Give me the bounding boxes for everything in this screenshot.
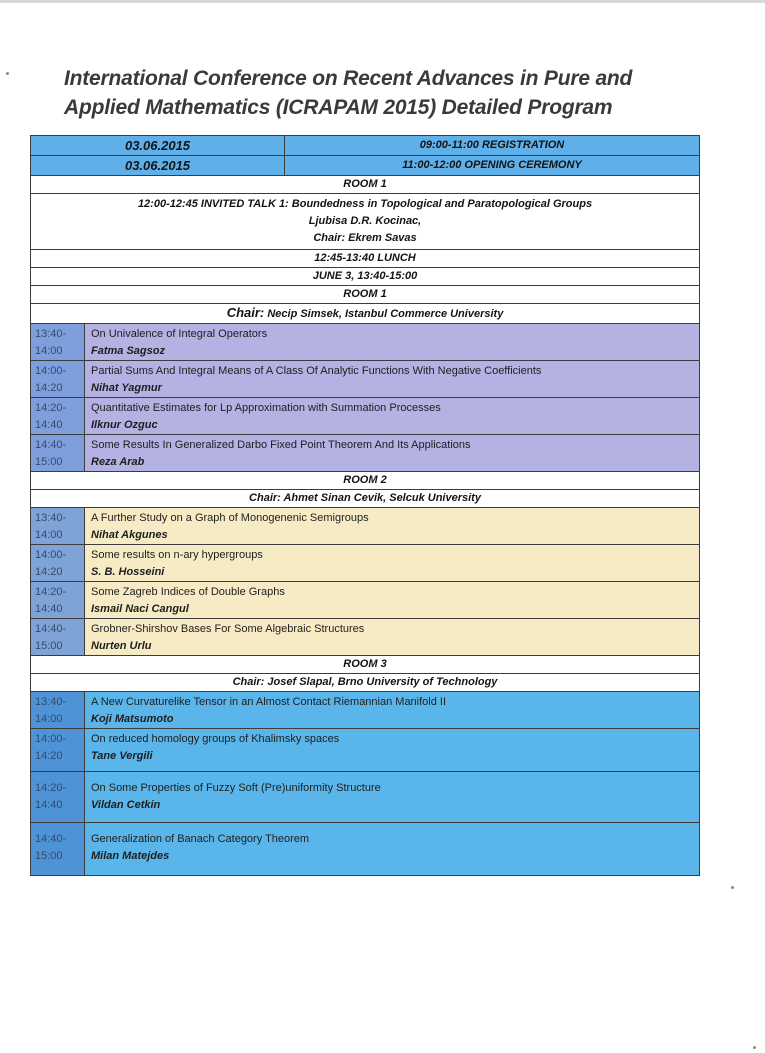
talk-title: A New Curvaturelike Tensor in an Almost Contact Riemannian Manifold II [91, 696, 447, 708]
talk-row [31, 772, 700, 823]
talk-author: Nihat Akgunes [91, 529, 168, 541]
talk-author: Reza Arab [91, 456, 145, 468]
talk-title: A Further Study on a Graph of Monogenenic Semigroups [91, 512, 369, 524]
program-table [30, 135, 700, 876]
talk-row [31, 508, 700, 545]
chair-name: Chair: Ahmet Sinan Cevik, Selcuk University [31, 490, 700, 508]
lunch-label: 12:45-13:40 LUNCH [31, 250, 700, 268]
scan-speck [753, 1046, 756, 1049]
chair-prefix: Chair: [226, 305, 265, 320]
session-room-row [31, 286, 700, 304]
talk-row [31, 729, 700, 772]
talk-row [31, 398, 700, 435]
session-time-label: JUNE 3, 13:40-15:00 [31, 268, 700, 286]
session-chair-row [31, 490, 700, 508]
talk-time: 14:40- 15:00 [31, 435, 85, 472]
room-label: ROOM 3 [31, 656, 700, 674]
chair-name: Necip Simsek, Istanbul Commerce University [267, 308, 504, 320]
talk-author: Nurten Urlu [91, 640, 152, 652]
talk-time: 13:40- 14:00 [31, 692, 85, 729]
session-chair-row [31, 674, 700, 692]
talk-title: Some results on n-ary hypergroups [91, 549, 263, 561]
lunch-row [31, 250, 700, 268]
date-cell: 03.06.2015 [31, 136, 285, 156]
event-cell: 09:00-11:00 REGISTRATION [285, 136, 700, 156]
scan-speck [6, 72, 9, 75]
invited-chair: Chair: Ekrem Savas [313, 232, 417, 244]
talk-title: Some Results In Generalized Darbo Fixed Point Theorem And Its Applications [91, 439, 471, 451]
talk-title: On Univalence of Integral Operators [91, 328, 268, 340]
scan-speck [731, 886, 734, 889]
room-label: ROOM 1 [31, 286, 700, 304]
scan-edge [0, 0, 765, 3]
session-room-row [31, 472, 700, 490]
room-label: ROOM 1 [31, 176, 700, 194]
room-1-heading-row [31, 176, 700, 194]
talk-row [31, 435, 700, 472]
talk-author: S. B. Hosseini [91, 566, 165, 578]
talk-author: Fatma Sagsoz [91, 345, 165, 357]
talk-row [31, 361, 700, 398]
talk-title: Generalization of Banach Category Theorem [91, 833, 310, 845]
talk-row [31, 324, 700, 361]
talk-author: Koji Matsumoto [91, 713, 174, 725]
talk-author: Ilknur Ozguc [91, 419, 158, 431]
talk-row [31, 692, 700, 729]
chair-name: Chair: Josef Slapal, Brno University of Technology [31, 674, 700, 692]
talk-author: Milan Matejdes [91, 850, 170, 862]
page-title: International Conference on Recent Advances in Pure and Applied Mathematics (ICRAPAM 2015) Detailed Program [64, 67, 633, 119]
talk-author: Nihat Yagmur [91, 382, 162, 394]
session-room-row [31, 656, 700, 674]
talk-row [31, 619, 700, 656]
event-cell: 11:00-12:00 OPENING CEREMONY [285, 156, 700, 176]
invited-speaker: Ljubisa D.R. Kocinac, [308, 215, 422, 227]
registration-row [31, 136, 700, 156]
talk-title: On Some Properties of Fuzzy Soft (Pre)uniformity Structure [91, 782, 381, 794]
talk-time: 14:00- 14:20 [31, 361, 85, 398]
talk-time: 14:40- 15:00 [31, 823, 85, 876]
talk-time: 14:20- 14:40 [31, 772, 85, 823]
talk-author: Vildan Cetkin [91, 799, 161, 811]
date-cell: 03.06.2015 [31, 156, 285, 176]
session-time-row [31, 268, 700, 286]
invited-talk-row [31, 194, 700, 250]
talk-time: 14:20- 14:40 [31, 398, 85, 435]
invited-talk-title: 12:00-12:45 INVITED TALK 1: Boundedness in Topological and Paratopological Groups [137, 198, 593, 210]
talk-title: Quantitative Estimates for Lp Approximation with Summation Processes [91, 402, 441, 414]
talk-time: 13:40- 14:00 [31, 324, 85, 361]
talk-time: 14:00- 14:20 [31, 729, 85, 772]
talk-row [31, 582, 700, 619]
talk-time: 13:40- 14:00 [31, 508, 85, 545]
talk-time: 14:20- 14:40 [31, 582, 85, 619]
session-chair-row [31, 304, 700, 324]
talk-time: 14:00- 14:20 [31, 545, 85, 582]
opening-ceremony-row [31, 156, 700, 176]
talk-row [31, 545, 700, 582]
talk-time: 14:40- 15:00 [31, 619, 85, 656]
talk-row [31, 823, 700, 876]
talk-title: On reduced homology groups of Khalimsky spaces [91, 733, 340, 745]
talk-author: Ismail Naci Cangul [91, 603, 189, 615]
talk-title: Some Zagreb Indices of Double Graphs [91, 586, 285, 598]
talk-title: Grobner-Shirshov Bases For Some Algebraic Structures [91, 623, 365, 635]
room-label: ROOM 2 [31, 472, 700, 490]
talk-title: Partial Sums And Integral Means of A Class Of Analytic Functions With Negative Coefficients [91, 365, 542, 377]
talk-author: Tane Vergili [91, 750, 153, 762]
